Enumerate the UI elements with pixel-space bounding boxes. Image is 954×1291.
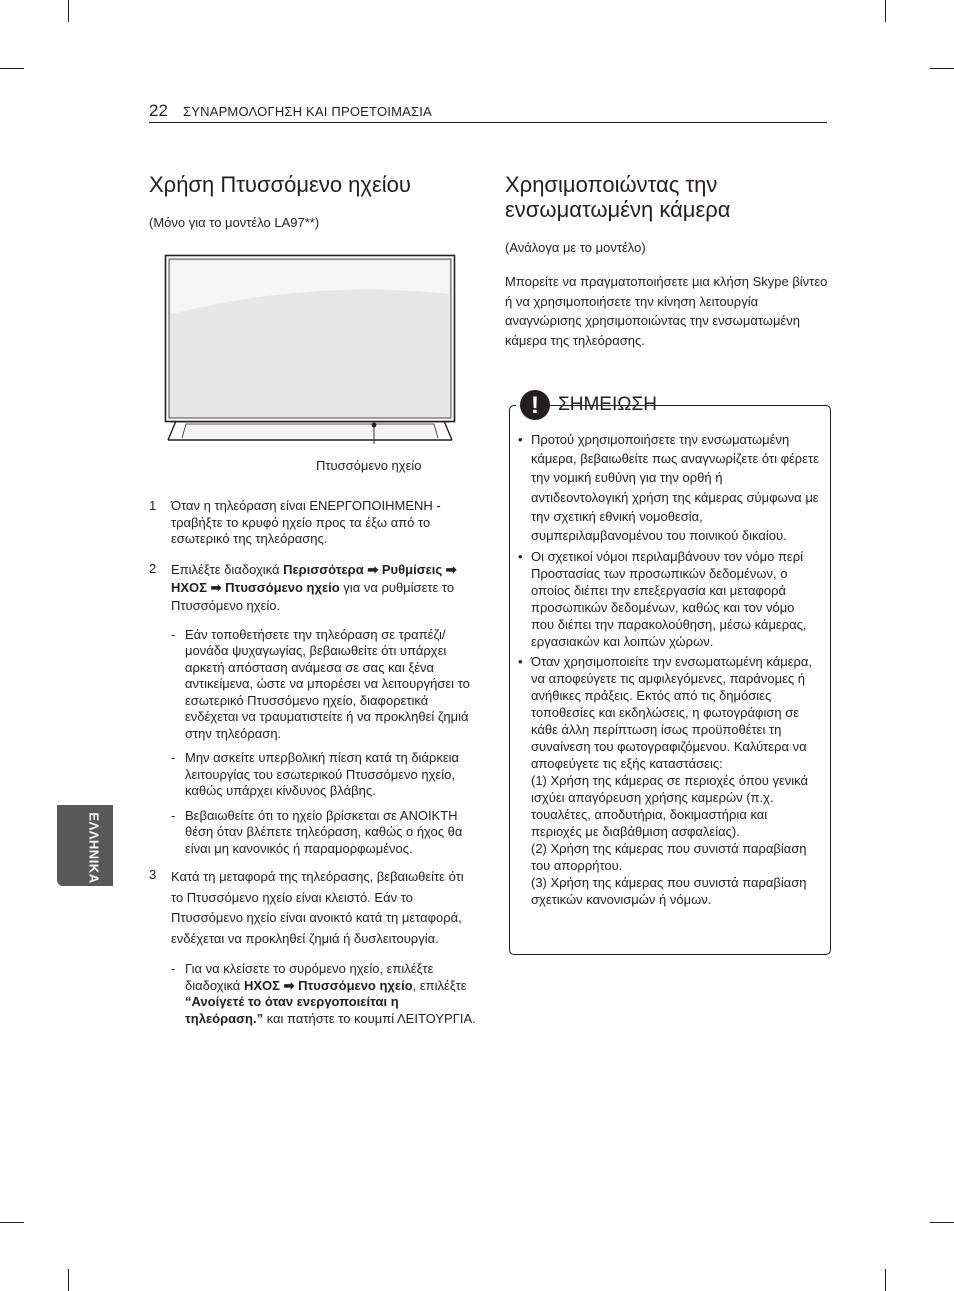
step-text: Επιλέξτε διαδοχικά Περισσότερα ➡ Ρυθμίσεις ➡ ΗΧΟΣ ➡ Πτυσσόμενο ηχείο για να ρυθμίσετε το Πτυσσόμενο ηχείο. [171, 561, 457, 613]
crop-mark [0, 1222, 24, 1223]
note-subitem: (2) Χρήση της κάμερας που συνιστά παραβίαση του απορρήτου. [531, 841, 807, 874]
list-item [515, 653, 820, 908]
section-heading-camera: Χρησιμοποιώντας την ενσωματωμένη κάμερα [505, 172, 731, 222]
dash-note: - Εάν τοποθετήσετε την τηλεόραση σε τραπέζι/μονάδα ψυχαγωγίας, βεβαιωθείτε ότι υπάρχει αρκετή απόσταση ανάμεσα σε σας και ξένα αντικείμενα, ώστε να μπορέσει να λειτουργήσει το εσωτερικό Πτυσσόμενο ηχείο, διαφορετικά ενδέχεται να τραυματιστείτε ή να προκληθεί ζημιά στην τηλεόραση. [171, 627, 479, 743]
exclamation-icon: ! [520, 390, 550, 420]
step-3 [149, 867, 479, 1027]
illustration-caption: Πτυσσόμενο ηχείο [316, 458, 422, 473]
dash-note: - Για να κλείσετε το συρόμενο ηχείο, επιλέξτε διαδοχικά ΗΧΟΣ ➡ Πτυσσόμενο ηχείο, επιλέξτε “Ανοίγετέ το όταν ενεργοποιείται η τηλεόραση.” και πατήστε το κουμπί ΛΕΙΤΟΥΡΓΙΑ. [171, 961, 479, 1027]
section-title: ΣΥΝΑΡΜΟΛΟΓΗΣΗ ΚΑΙ ΠΡΟΕΤΟΙΜΑΣΙΑ [183, 104, 432, 119]
crop-mark [885, 1269, 886, 1291]
note-header [516, 388, 657, 422]
crop-mark [885, 0, 886, 22]
model-note: (Ανάλογα με το μοντέλο) [505, 240, 646, 255]
step-2 [149, 561, 479, 858]
step-1 [149, 498, 479, 548]
note-title: ΣΗΜΕΙΩΣΗ [558, 394, 657, 415]
language-tab [57, 805, 113, 886]
camera-intro-paragraph: Μπορείτε να πραγματοποιήσετε μια κλήση Skype βίντεο ή να χρησιμοποιήσετε την κίνηση λειτουργία αναγνώρισης χρησιμοποιώντας την ενσωματωμένη κάμερα της τηλεόρασης. [505, 274, 828, 348]
model-note: (Μόνο για το μοντέλο LA97**) [149, 215, 320, 230]
crop-mark [68, 0, 69, 22]
list-item: • Προτού χρησιμοποιήσετε την ενσωματωμένη κάμερα, βεβαιωθείτε πως αναγνωρίζετε ότι φέρετε την νομική ευθύνη για την ορθή ή αντιδεοντολογική χρήση της κάμερας σύμφωνα με την σχετική εθνική νομοθεσία, συμπεριλαμβανομένου του ποινικού δικαίου. [515, 430, 820, 545]
step-3-notes [171, 961, 479, 1027]
crop-mark [930, 1222, 954, 1223]
tv-illustration [164, 254, 456, 444]
step-number: 3 [149, 867, 157, 882]
crop-mark [930, 68, 954, 69]
list-item: • Οι σχετικοί νόμοι περιλαμβάνουν τον νόμο περί Προστασίας των προσωπικών δεδομένων, ο οποίος διέπει την επεξεργασία και μεταφορά προσωπικών δεδομένων, καθώς και τον νόμο που διέπει την παρακολούθηση, μέσω κάμερας, εργασιακών και λοιπών χώρων. [515, 548, 820, 650]
page-header [149, 100, 827, 123]
step-text: Όταν η τηλεόραση είναι ΕΝΕΡΓΟΠΟΙΗΜΕΝΗ - τραβήξτε το κρυφό ηχείο προς τα έξω από το εσωτερικό της τηλεόρασης. [171, 498, 441, 546]
note-text: • Όταν χρησιμοποιείτε την ενσωματωμένη κάμερα, να αποφεύγετε τις αμφιλεγόμενες, παράνομες ή ανήθικες πράξεις. Εκτός από τις δημόσιες τοποθεσίες και εκδηλώσεις, η φωτογράφιση σε κάθε άλλη περίπτωση ίσως προϋποθέτει τη συναίνεση του φωτογραφιζόμενου. Καλύτερα να αποφεύγετε τις εξής καταστάσεις: [531, 654, 813, 772]
step-2-notes [171, 627, 479, 858]
note-list [515, 430, 820, 911]
step-text: Κατά τη μεταφορά της τηλεόρασης, βεβαιωθείτε ότι το Πτυσσόμενο ηχείο είναι κλειστό. Εάν το Πτυσσόμενο ηχείο είναι ανοικτό κατά τη μεταφορά, ενδέχεται να προκληθεί ζημιά ή δυσλειτουργία. [171, 869, 464, 946]
language-tab-label: ΕΛΛΗΝΙΚΑ [86, 812, 102, 884]
dash-note: - Βεβαιωθείτε ότι το ηχείο βρίσκεται σε ΑΝΟΙΚΤΗ θέση όταν βλέπετε τηλεόραση, καθώς ο ήχος θα είναι μη κανονικός ή παραμορφωμένος. [171, 808, 479, 858]
section-heading-speaker: Χρήση Πτυσσόμενο ηχείου [149, 172, 411, 197]
note-subitem: (3) Χρήση της κάμερας που συνιστά παραβίαση σχετικών κανονισμών ή νόμων. [531, 875, 807, 908]
crop-mark [68, 1269, 69, 1291]
dash-note: - Μην ασκείτε υπερβολική πίεση κατά τη διάρκεια λειτουργίας του εσωτερικού Πτυσσόμενο ηχείο, καθώς υπάρχει κίνδυνος βλάβης. [171, 750, 479, 800]
crop-mark [0, 68, 24, 69]
instruction-steps [149, 498, 479, 1037]
step-number: 2 [149, 560, 157, 576]
note-subitem: (1) Χρήση της κάμερας σε περιοχές όπου γενικά ισχύει απαγόρευση χρήσης καμερών (π.χ. τουαλέτες, αποδυτήρια, δοκιμαστήρια και περιοχές με διαβάθμιση ασφαλείας). [531, 773, 809, 840]
step-number: 1 [149, 498, 157, 513]
page-number: 22 [149, 101, 168, 120]
